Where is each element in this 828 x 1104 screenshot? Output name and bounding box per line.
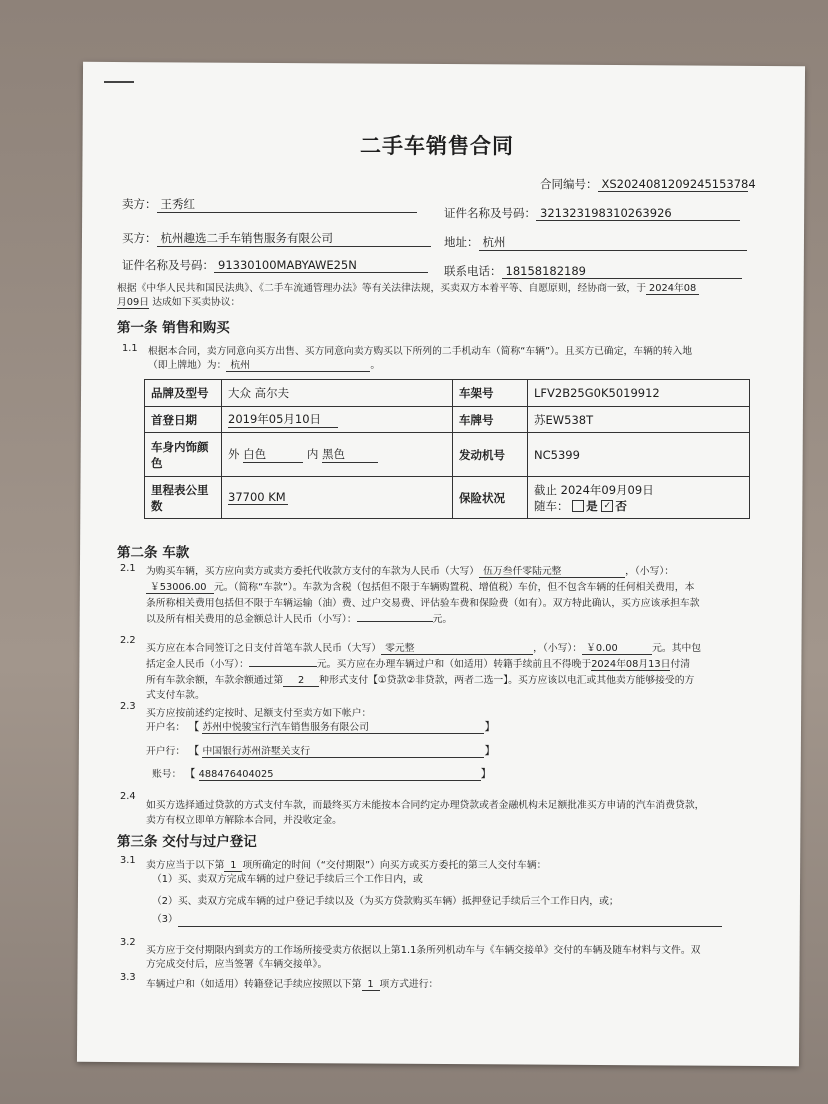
intro-date-1: 2024年08 xyxy=(646,280,699,295)
buyer-phone-label: 联系电话： xyxy=(444,264,502,278)
buyer-id-label: 证件名称及号码： xyxy=(122,258,214,272)
checkbox-yes xyxy=(572,500,584,512)
p24-a: 如买方选择通过贷款的方式支付车款，而最终买方未能按本合同约定办理贷款或者金融机构未足额批准买方申请的汽车消费贷款， xyxy=(146,800,705,811)
intro-text: 根据《中华人民共和国民法典》、《二手车流通管理办法》等有关法律法规，买卖双方本着平等、自愿原则，经协商一致，于 xyxy=(117,283,647,294)
pay-deadline: 2024年08月13日 xyxy=(591,656,670,671)
reg-date: 2019年05月10日 xyxy=(228,411,338,428)
p22-h: 种形式支付【①贷款②非贷款，两者二选一】。买方应该以电汇或其他卖方能够接受的方 xyxy=(319,675,695,686)
seller-id-row xyxy=(444,205,740,221)
account-number: 488476404025 xyxy=(199,769,481,781)
bracket-left: 【 xyxy=(188,744,200,757)
color-value xyxy=(222,433,453,477)
p22-i: 式支付车款。 xyxy=(146,690,205,701)
first-payment-lower: ￥0.00 xyxy=(582,640,652,655)
buyer-row xyxy=(122,230,431,247)
seller-name: 王秀红 xyxy=(157,196,417,213)
seller-id-value: 321323198310263926 xyxy=(536,206,740,221)
exterior-color: 白色 xyxy=(243,446,303,463)
brand-value: 大众 高尔夫 xyxy=(222,380,453,407)
p31-a: 卖方应当于以下第 xyxy=(146,860,225,871)
p21-b: ，（小写）： xyxy=(625,566,675,577)
p31-option-3: （3） xyxy=(152,914,178,925)
account-name-label: 开户名： xyxy=(146,722,186,733)
seller-label: 卖方： xyxy=(122,197,157,211)
buyer-address-label: 地址： xyxy=(444,235,479,249)
intro-line-1 xyxy=(117,280,699,295)
bracket-right: 】 xyxy=(484,744,496,757)
engine-key: 发动机号 xyxy=(453,433,528,477)
bank-label: 开户行： xyxy=(146,746,186,757)
p33-a: 车辆过户和（如适用）转籍登记手续应按照以下第 xyxy=(146,979,362,990)
seller-id-label: 证件名称及号码： xyxy=(444,206,536,220)
payment-method-num: 2 xyxy=(283,675,319,687)
mileage-value xyxy=(222,477,453,519)
s1-num: 1.1 xyxy=(122,343,138,354)
p22-line-1 xyxy=(146,640,701,655)
plate-value: 苏EW538T xyxy=(528,407,750,433)
section-3-heading: 第三条 交付与过户登记 xyxy=(117,834,257,850)
p22-line-2 xyxy=(146,656,690,671)
p24-b: 卖方有权立即单方解除本合同，并没收定金。 xyxy=(146,815,342,826)
bracket-right: 】 xyxy=(480,767,492,780)
p22-d: 括定金人民币（小写）： xyxy=(146,659,249,670)
p21-line-4 xyxy=(146,611,452,625)
p22-c: 元。其中包 xyxy=(652,643,702,654)
p31-b: 项所确定的时间（“交付期限”）向买方或买方委托的第三人交付车辆： xyxy=(242,860,547,871)
p31-option-1: （1）买、卖双方完成车辆的过户登记手续后三个工作日内，或 xyxy=(152,874,423,885)
bank-row xyxy=(146,742,495,758)
intro-text-2: 达成如下买卖协议： xyxy=(152,297,241,308)
buyer-phone-row xyxy=(444,263,742,279)
reg-key: 首登日期 xyxy=(145,407,222,433)
engine-value: NC5399 xyxy=(528,433,750,477)
section-1-heading: 第一条 销售和购买 xyxy=(117,320,230,336)
p21-num: 2.1 xyxy=(120,563,136,574)
plate-key: 车牌号 xyxy=(453,407,528,433)
checkbox-no: ✓ xyxy=(601,500,613,512)
contract-number xyxy=(540,176,756,192)
buyer-label: 买方： xyxy=(122,231,157,245)
p33-line xyxy=(146,976,438,991)
p22-f: 付清 xyxy=(670,659,691,670)
total-amount-blank xyxy=(357,621,433,622)
p22-a: 买方应在本合同签订之日支付首笔车款人民币（大写） xyxy=(146,643,382,654)
intro-line-2 xyxy=(117,294,240,309)
buyer-address-value: 杭州 xyxy=(479,234,747,251)
reg-value xyxy=(222,407,453,433)
p32-a: 买方应于交付期限内到卖方的工作场所接受卖方依据以上第1.1条所列机动车与《车辆交接单》交付的车辆及随车材料与文件。双 xyxy=(146,945,701,956)
p23-a: 买方应按前述约定按时、足额支付至卖方如下帐户： xyxy=(146,708,372,719)
bank-name: 中国银行苏州浒墅关支行 xyxy=(202,743,484,758)
s1-text-2: （即上牌地）为： xyxy=(148,360,227,371)
buyer-id-value: 91330100MABYAWE25N xyxy=(214,258,428,273)
s1-text-1: 根据本合同，卖方同意向买方出售、买方同意向卖方购买以下所列的二手机动车（简称“车辆”）。且买方已确定，车辆的转入地 xyxy=(148,346,693,357)
contract-number-value: XS2024081209245153784 xyxy=(598,177,748,192)
delivery-option-num: 1 xyxy=(224,860,242,872)
p21-f: 元。 xyxy=(432,614,453,625)
insurance-with-car xyxy=(534,498,743,514)
p22-b: ，（小写）： xyxy=(533,643,583,654)
account-name-row xyxy=(146,718,495,734)
insurance-key: 保险状况 xyxy=(453,477,528,519)
transfer-city: 杭州 xyxy=(226,357,370,372)
buyer-address-row xyxy=(444,234,747,251)
p23-num: 2.3 xyxy=(120,701,136,712)
p32-b: 方完成交付后，应当签署《车辆交接单》。 xyxy=(146,959,328,970)
mileage-key: 里程表公里数 xyxy=(145,477,222,519)
table-row xyxy=(145,407,750,433)
p21-line-1 xyxy=(146,563,674,578)
buyer-id-row xyxy=(122,257,428,273)
intro-date-2: 月09日 xyxy=(117,294,149,309)
account-number-row xyxy=(152,765,492,781)
with-car-label: 随车： xyxy=(534,498,569,513)
bracket-right: 】 xyxy=(484,720,496,733)
vin-key: 车架号 xyxy=(453,380,528,407)
contract-title: 二手车销售合同 xyxy=(360,134,514,158)
price-upper: 伍万叁仟零陆元整 xyxy=(479,563,625,578)
seller-row xyxy=(122,196,417,213)
bracket-left: 【 xyxy=(188,720,200,733)
p32-num: 3.2 xyxy=(120,937,136,948)
price-lower: ￥53006.00 xyxy=(146,579,214,594)
account-number-label: 账号： xyxy=(152,769,182,780)
table-row xyxy=(145,477,750,519)
contract-number-label: 合同编号： xyxy=(540,177,598,191)
p22-g: 所有车款余额，车款余额通过第 xyxy=(146,675,284,686)
bracket-left: 【 xyxy=(184,767,196,780)
p31-num: 3.1 xyxy=(120,855,136,866)
table-row xyxy=(145,433,750,477)
s1-text-2-row xyxy=(148,357,380,372)
yes-label: 是 xyxy=(586,498,598,513)
s1-period: 。 xyxy=(370,360,381,371)
buyer-phone-value: 18158182189 xyxy=(502,264,742,279)
p22-num: 2.2 xyxy=(120,635,136,646)
option-3-blank-line xyxy=(178,926,722,927)
p22-line-3 xyxy=(146,672,694,687)
p22-e: 元。买方应在办理车辆过户和（如适用）转籍手续前且不得晚于 xyxy=(316,659,592,670)
color-key: 车身内饰颜色 xyxy=(145,433,222,477)
brand-key: 品牌及型号 xyxy=(145,380,222,407)
p33-num: 3.3 xyxy=(120,972,136,983)
interior-label: 内 xyxy=(306,447,319,461)
p21-e: 以及所有相关费用的总金额总计人民币（小写）： xyxy=(146,614,357,625)
p21-a: 为购买车辆，买方应向卖方或卖方委托代收款方支付的车款为人民币（大写） xyxy=(146,566,480,577)
transfer-option-num: 1 xyxy=(362,979,380,991)
vehicle-table xyxy=(144,379,750,519)
mileage: 37700 KM xyxy=(228,490,288,505)
insurance-expiry: 截止 2024年09月09日 xyxy=(534,482,654,497)
p31-option-2: （2）买、卖双方完成车辆的过户登记手续以及（为买方贷款购买车辆）抵押登记手续后三个工作日内，或； xyxy=(152,896,619,907)
buyer-name: 杭州趣选二手车销售服务有限公司 xyxy=(157,230,431,247)
account-name: 苏州中悦骏宝行汽车销售服务有限公司 xyxy=(202,719,484,734)
p21-line-2 xyxy=(146,579,694,594)
deposit-blank xyxy=(249,666,317,667)
p31-line xyxy=(146,857,546,872)
no-label: 否 xyxy=(615,498,627,513)
vin-value: LFV2B25G0K5019912 xyxy=(528,380,750,407)
p33-b: 项方式进行： xyxy=(379,979,439,990)
table-row xyxy=(145,380,750,407)
p21-d: 条所称相关费用包括但不限于车辆运输（油）费、过户交易费、评估验车费和保险费（如有）。双方特此确认，买方应该承担车款 xyxy=(146,598,700,609)
interior-color: 黑色 xyxy=(322,446,378,463)
p24-num: 2.4 xyxy=(120,791,136,802)
p21-c: 元。（简称“车款”）。车款为含税（包括但不限于车辆购置税、增值税）车价，但不包含车辆的任何相关费用，本 xyxy=(214,582,695,593)
exterior-label: 外 xyxy=(228,447,240,461)
first-payment-upper: 零元整 xyxy=(381,640,533,655)
insurance-value xyxy=(528,477,750,519)
pen-mark xyxy=(104,81,134,83)
section-2-heading: 第二条 车款 xyxy=(117,545,190,561)
